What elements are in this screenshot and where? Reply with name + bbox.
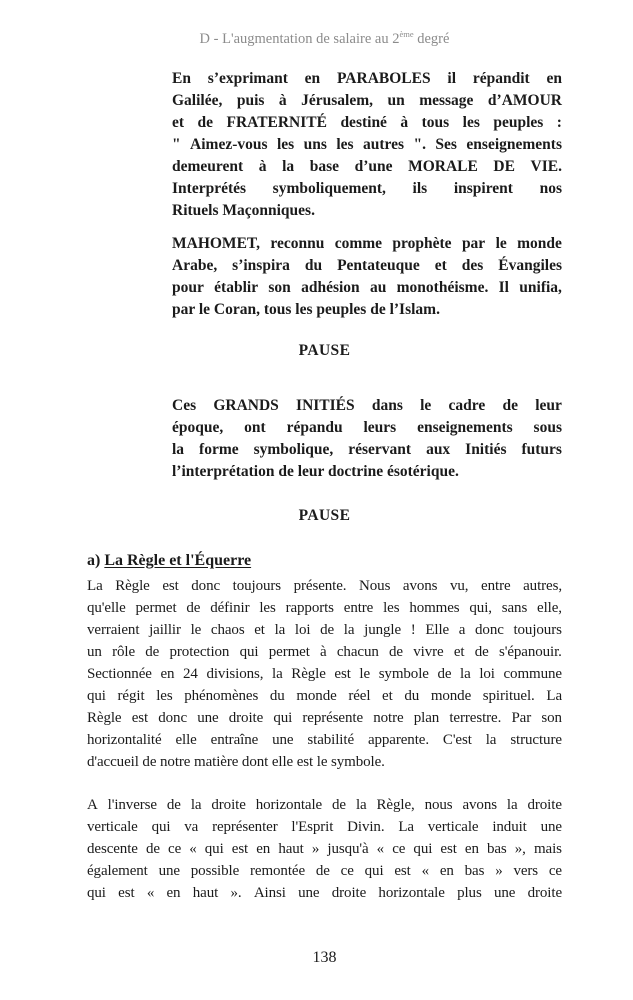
text-line: qui régit les phénomènes du monde réel et du monde spirituel. La: [87, 688, 562, 704]
paragraph: [87, 794, 562, 904]
running-header-text: D - L'augmentation de salaire au 2: [199, 31, 400, 47]
text-line: horizontalité elle entraîne une stabilité apparente. C'est la structure: [87, 732, 562, 748]
text-line: Interprétés symboliquement, ils inspirent nos: [172, 180, 562, 197]
text-line: époque, ont répandu leurs enseignements sous: [172, 419, 562, 436]
text-line: descente de ce « qui est en haut » jusqu'à « ce qui est en bas », mais: [87, 841, 562, 857]
bold-paragraph: [172, 395, 562, 483]
text-line: la forme symbolique, réservant aux Initiés futurs: [172, 441, 562, 458]
text-line: En s’exprimant en PARABOLES il répandit en: [172, 70, 562, 87]
section-heading: [87, 550, 562, 572]
heading-title: La Règle et l'Équerre: [104, 552, 252, 569]
running-header: [87, 31, 562, 48]
paragraph: [87, 575, 562, 773]
text-line: Règle est donc une droite qui représente notre plan terrestre. Par son: [87, 710, 562, 726]
text-line: un rôle de protection qui permet à chacun de vivre et de s'épanouir.: [87, 644, 562, 660]
bold-paragraph: [172, 233, 562, 321]
text-line: " Aimez-vous les uns les autres ". Ses enseignements: [172, 136, 562, 153]
text-line: également une possible remontée de ce qui est « en bas » vers ce: [87, 863, 562, 879]
text-line: Rituels Maçonniques.: [172, 202, 315, 219]
text-line: d'accueil de notre matière dont elle est le symbole.: [87, 754, 385, 770]
text-line: par le Coran, tous les peuples de l’Islam.: [172, 301, 440, 318]
text-line: MAHOMET, reconnu comme prophète par le monde: [172, 235, 562, 252]
running-header-superscript: ème: [399, 29, 414, 40]
text-line: Sectionnée en 24 divisions, la Règle est le symbole de la loi commune: [87, 666, 562, 682]
pause: PAUSE: [298, 342, 351, 359]
text-line: verraient jaillir le chaos et la loi de la jungle ! Elle a donc toujours: [87, 622, 562, 638]
text-line: qui est « en haut ». Ainsi une droite horizontale plus une droite: [87, 885, 562, 901]
bold-paragraph: [172, 68, 562, 222]
page-content: [87, 68, 562, 904]
pause: PAUSE: [298, 507, 351, 524]
text-line: et de FRATERNITÉ destiné à tous les peuples :: [172, 114, 562, 131]
running-header-suffix: degré: [413, 31, 450, 47]
text-line: Arabe, s’inspira du Pentateuque et des Évangiles: [172, 257, 562, 274]
text-line: La Règle est donc toujours présente. Nous avons vu, entre autres,: [87, 578, 562, 594]
text-line: A l'inverse de la droite horizontale de la Règle, nous avons la droite: [87, 797, 562, 813]
text-line: qu'elle permet de définir les rapports entre les hommes qui, sans elle,: [87, 600, 562, 616]
text-line: verticale qui va représenter l'Esprit Divin. La verticale induit une: [87, 819, 562, 835]
text-line: pour établir son adhésion au monothéisme. Il unifia,: [172, 279, 562, 296]
page-number: 138: [312, 949, 337, 966]
text-line: demeurent à la base d’une MORALE DE VIE.: [172, 158, 562, 175]
heading-prefix: a): [87, 552, 105, 569]
text-line: Galilée, puis à Jérusalem, un message d’AMOUR: [172, 92, 562, 109]
text-line: Ces GRANDS INITIÉS dans le cadre de leur: [172, 397, 562, 414]
text-line: l’interprétation de leur doctrine ésotérique.: [172, 463, 459, 480]
